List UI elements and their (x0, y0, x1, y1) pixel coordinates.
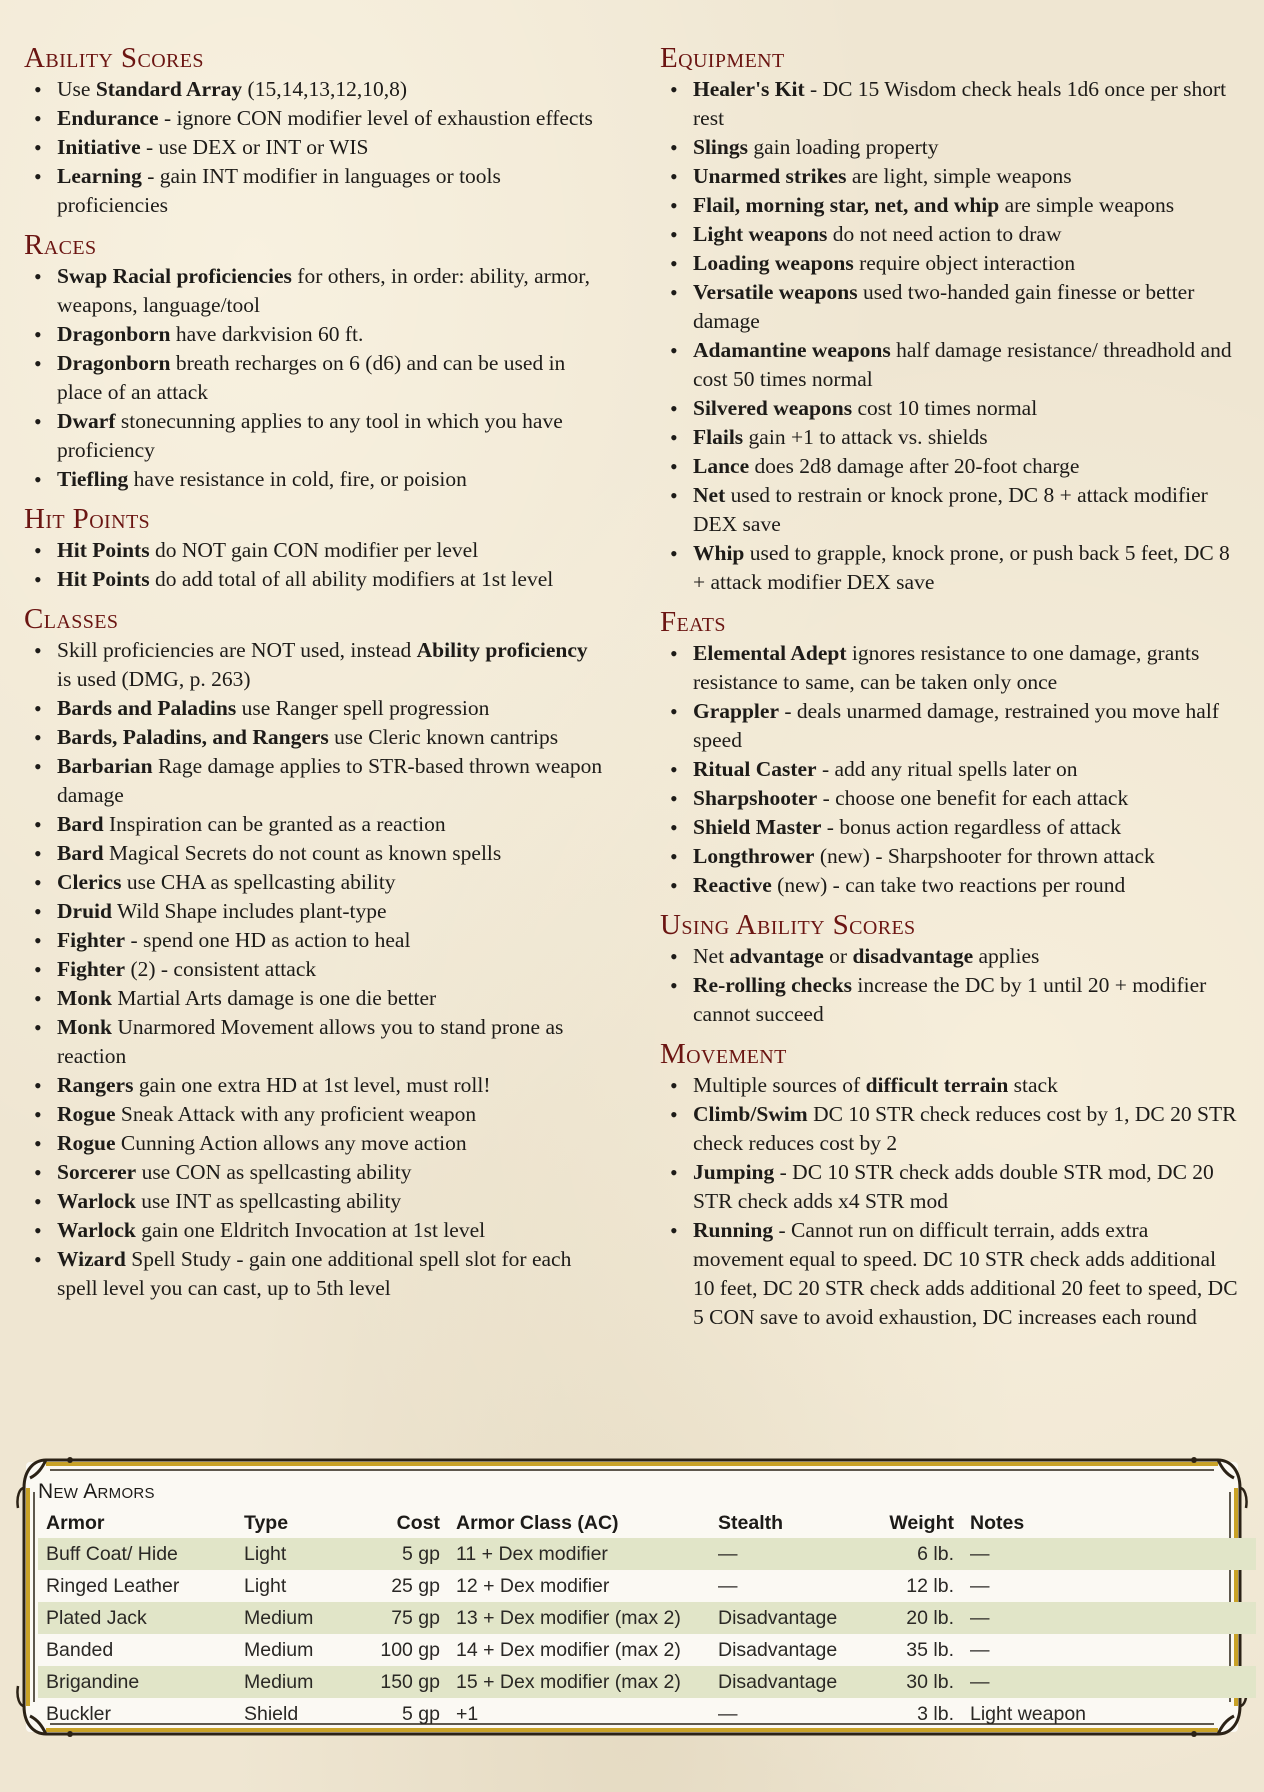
armor-table-title: New Armors (38, 1480, 155, 1503)
column-header-weight: Weight (889, 1511, 954, 1534)
table-cell-armor-class-ac: 12 + Dex modifier (456, 1574, 610, 1597)
item-text: Unarmored Movement allows you to stand prone as reaction (57, 1015, 564, 1068)
item-term: Ritual Caster (693, 757, 817, 781)
item-term: Ability proficiency (416, 638, 588, 662)
item-term: Standard Array (95, 77, 243, 101)
table-cell-weight: 35 lb. (906, 1638, 954, 1661)
item-text: - ignore CON modifier level of exhaustion effects (158, 106, 593, 130)
item-text: - Cannot run on difficult terrain, adds extra movement equal to speed. DC 10 STR check adds additional 10 feet, DC 20 STR check adds additional 20 feet to speed, DC 5 CON save to avoid exhaustion, DC increases each round (693, 1218, 1238, 1329)
item-text: are light, simple weapons (846, 164, 1072, 188)
item-term: Reactive (693, 873, 772, 897)
table-cell-type: Medium (244, 1670, 314, 1693)
table-cell-type: Light (244, 1574, 287, 1597)
column-header-armor: Armor (46, 1511, 105, 1534)
table-cell-weight: 6 lb. (917, 1542, 954, 1565)
item-term: Sharpshooter (693, 786, 818, 810)
item-text: - gain INT modifier in languages or tools proficiencies (57, 164, 501, 217)
item-text: gain one extra HD at 1st level, must roll! (133, 1073, 491, 1097)
item-text: are simple weapons (999, 193, 1175, 217)
item-text: gain one Eldritch Invocation at 1st level (135, 1218, 486, 1242)
item-term: Tiefling (57, 467, 129, 491)
item-term: Learning (57, 164, 142, 188)
item-term: Fighter (57, 928, 126, 952)
list-item (24, 536, 604, 565)
item-term: Endurance (57, 106, 159, 130)
item-text: Spell Study - gain one additional spell slot for each spell level you can cast, up to 5th level (57, 1247, 572, 1300)
list-item (660, 755, 1240, 784)
item-text: - bonus action regardless of attack (821, 815, 1122, 839)
item-term: disadvantage (852, 944, 974, 968)
table-cell-cost: 5 gp (402, 1702, 440, 1725)
list-item (24, 465, 604, 494)
item-text: used to restrain or knock prone, DC 8 + attack modifier DEX save (693, 483, 1208, 536)
list-item (24, 1013, 604, 1071)
table-row (38, 1634, 1256, 1666)
list-item (660, 1100, 1240, 1158)
item-text: - spend one HD as action to heal (125, 928, 411, 952)
list-item (660, 394, 1240, 423)
table-cell-armor: Buckler (46, 1702, 112, 1725)
item-text: stack (1008, 1073, 1058, 1097)
table-cell-notes: Light weapon (970, 1702, 1087, 1725)
item-term: Bards and Paladins (57, 696, 237, 720)
bullet-list (24, 262, 604, 494)
item-text: gain +1 to attack vs. shields (743, 425, 988, 449)
bullet-list (660, 75, 1240, 597)
list-item (660, 336, 1240, 394)
item-term: Hit Points (57, 538, 150, 562)
item-text: DC 10 STR check reduces cost by 1, DC 20 STR check reduces cost by 2 (693, 1102, 1237, 1155)
item-term: Rogue (57, 1102, 116, 1126)
section-hit-points (24, 503, 604, 594)
section-heading: Races (24, 229, 97, 261)
list-item (24, 868, 604, 897)
list-item (24, 955, 604, 984)
item-text: Use (57, 77, 96, 101)
section-feats (660, 606, 1240, 900)
item-term: Rangers (57, 1073, 134, 1097)
table-cell-stealth: — (718, 1574, 738, 1597)
armor-table-header (38, 1508, 1256, 1538)
table-cell-stealth: — (718, 1542, 738, 1565)
list-item (24, 1158, 604, 1187)
table-cell-stealth: Disadvantage (718, 1670, 838, 1693)
table-cell-type: Shield (244, 1702, 299, 1725)
list-item (660, 942, 1240, 971)
list-item (660, 423, 1240, 452)
bullet-list (660, 942, 1240, 1029)
item-term: Climb/Swim (693, 1102, 808, 1126)
item-term: Warlock (57, 1218, 136, 1242)
section-heading: Movement (660, 1038, 787, 1070)
table-cell-cost: 150 gp (380, 1670, 440, 1693)
table-cell-type: Medium (244, 1638, 314, 1661)
list-item (660, 971, 1240, 1029)
item-term: Bard (57, 812, 104, 836)
item-text: half damage resistance/ threadhold and cost 50 times normal (693, 338, 1232, 391)
item-text: Net (693, 944, 730, 968)
item-text: Rage damage applies to STR-based thrown weapon damage (57, 754, 603, 807)
item-text: is used (DMG, p. 263) (57, 667, 251, 691)
list-item (24, 320, 604, 349)
item-text: (new) - can take two reactions per round (771, 873, 1126, 897)
item-text: gain loading property (747, 135, 939, 159)
item-term: Hit Points (57, 567, 150, 591)
bullet-list (24, 536, 604, 594)
list-item (24, 349, 604, 407)
list-item (24, 407, 604, 465)
item-text: - choose one benefit for each attack (817, 786, 1129, 810)
table-cell-type: Medium (244, 1606, 314, 1629)
item-term: Loading weapons (693, 251, 854, 275)
item-term: Sorcerer (57, 1160, 137, 1184)
item-text: used to grapple, knock prone, or push back 5 feet, DC 8 + attack modifier DEX save (693, 541, 1230, 594)
item-text: Inspiration can be granted as a reaction (103, 812, 446, 836)
table-cell-weight: 3 lb. (917, 1702, 954, 1725)
item-term: Clerics (57, 870, 122, 894)
item-text: do NOT gain CON modifier per level (149, 538, 479, 562)
item-term: Unarmed strikes (693, 164, 847, 188)
item-term: Rogue (57, 1131, 116, 1155)
section-heading: Equipment (660, 42, 785, 74)
item-text: does 2d8 damage after 20-foot charge (749, 454, 1080, 478)
item-text: increase the DC by 1 until 20 + modifier cannot succeed (693, 973, 1207, 1026)
list-item (24, 810, 604, 839)
item-term: Lance (693, 454, 750, 478)
table-cell-notes: — (970, 1606, 990, 1629)
item-term: Dwarf (57, 409, 116, 433)
item-term: Grappler (693, 699, 779, 723)
item-text: stonecunning applies to any tool in which you have proficiency (57, 409, 563, 462)
item-text: applies (973, 944, 1040, 968)
list-item (24, 723, 604, 752)
item-term: Jumping (693, 1160, 775, 1184)
list-item (24, 1216, 604, 1245)
item-term: Dragonborn (57, 322, 171, 346)
table-cell-weight: 20 lb. (906, 1606, 954, 1629)
item-term: Monk (57, 1015, 112, 1039)
column-header-armor-class-ac: Armor Class (AC) (456, 1511, 619, 1534)
item-text: - DC 15 Wisdom check heals 1d6 once per short rest (693, 77, 1227, 130)
item-text: breath recharges on 6 (d6) and can be used in place of an attack (57, 351, 566, 404)
item-text: use INT as spellcasting ability (135, 1189, 402, 1213)
item-text: Skill proficiencies are NOT used, instead (57, 638, 417, 662)
item-text: Martial Arts damage is one die better (111, 986, 437, 1010)
list-item (24, 1100, 604, 1129)
section-heading: Using Ability Scores (660, 909, 916, 941)
item-term: Re-rolling checks (693, 973, 853, 997)
table-cell-weight: 12 lb. (906, 1574, 954, 1597)
item-term: Whip (693, 541, 745, 565)
item-term: Druid (57, 899, 112, 923)
list-item (660, 871, 1240, 900)
list-item (24, 262, 604, 320)
list-item (660, 539, 1240, 597)
list-item (660, 1071, 1240, 1100)
list-item (660, 1216, 1240, 1332)
table-cell-cost: 5 gp (402, 1542, 440, 1565)
item-term: Flail, morning star, net, and whip (693, 193, 1000, 217)
item-term: Longthrower (693, 844, 815, 868)
bullet-list (660, 1071, 1240, 1332)
item-text: do add total of all ability modifiers at 1st level (149, 567, 554, 591)
bullet-list (24, 75, 604, 220)
table-cell-stealth: Disadvantage (718, 1638, 838, 1661)
list-item (24, 1187, 604, 1216)
item-term: Monk (57, 986, 112, 1010)
section-races (24, 229, 604, 494)
item-term: Warlock (57, 1189, 136, 1213)
item-term: Swap Racial proficiencies (57, 264, 292, 288)
item-text: Cunning Action allows any move action (115, 1131, 467, 1155)
table-cell-armor-class-ac: 14 + Dex modifier (max 2) (456, 1638, 681, 1661)
item-text: (15,14,13,12,10,8) (242, 77, 407, 101)
list-item (24, 1129, 604, 1158)
left-column (24, 42, 604, 1312)
table-row (38, 1698, 1256, 1730)
table-cell-armor-class-ac: +1 (456, 1702, 479, 1725)
item-term: Versatile weapons (693, 280, 858, 304)
item-term: Healer's Kit (693, 77, 805, 101)
item-text: used two-handed gain finesse or better damage (693, 280, 1195, 333)
item-term: Shield Master (693, 815, 822, 839)
item-term: Bards, Paladins, and Rangers (57, 725, 329, 749)
section-heading: Classes (24, 603, 119, 635)
section-movement (660, 1038, 1240, 1332)
column-header-cost: Cost (396, 1511, 440, 1534)
item-term: Wizard (57, 1247, 126, 1271)
list-item (660, 639, 1240, 697)
section-heading: Feats (660, 606, 726, 638)
table-cell-notes: — (970, 1574, 990, 1597)
list-item (24, 162, 604, 220)
list-item (24, 1071, 604, 1100)
section-heading: Ability Scores (24, 42, 204, 74)
list-item (660, 191, 1240, 220)
item-text: Multiple sources of (693, 1073, 866, 1097)
section-ability-scores (24, 42, 604, 220)
item-text: use Cleric known cantrips (328, 725, 559, 749)
list-item (660, 249, 1240, 278)
list-item (660, 697, 1240, 755)
table-cell-armor: Brigandine (46, 1670, 140, 1693)
item-text: Sneak Attack with any proficient weapon (115, 1102, 477, 1126)
list-item (24, 897, 604, 926)
item-text: - use DEX or INT or WIS (140, 135, 369, 159)
list-item (660, 784, 1240, 813)
item-text: require object interaction (853, 251, 1076, 275)
list-item (660, 1158, 1240, 1216)
list-item (660, 842, 1240, 871)
table-cell-armor-class-ac: 11 + Dex modifier (456, 1542, 608, 1565)
table-cell-armor-class-ac: 13 + Dex modifier (max 2) (456, 1606, 681, 1629)
table-cell-notes: — (970, 1670, 990, 1693)
table-cell-type: Light (244, 1542, 287, 1565)
item-text: (new) - Sharpshooter for thrown attack (814, 844, 1155, 868)
table-cell-stealth: Disadvantage (718, 1606, 838, 1629)
list-item (660, 278, 1240, 336)
item-text: - add any ritual spells later on (816, 757, 1078, 781)
item-text: use CON as spellcasting ability (136, 1160, 412, 1184)
list-item (660, 75, 1240, 133)
list-item (660, 162, 1240, 191)
table-cell-weight: 30 lb. (906, 1670, 954, 1693)
item-text: for others, in order: ability, armor, weapons, language/tool (57, 264, 590, 317)
item-term: Barbarian (57, 754, 153, 778)
list-item (660, 133, 1240, 162)
item-text: have resistance in cold, fire, or poision (128, 467, 467, 491)
section-heading: Hit Points (24, 503, 151, 535)
section-using-ability-scores (660, 909, 1240, 1029)
list-item (24, 694, 604, 723)
item-text: (2) - consistent attack (125, 957, 317, 981)
section-classes (24, 603, 604, 1303)
item-term: Fighter (57, 957, 126, 981)
armor-table (38, 1508, 1256, 1730)
table-cell-armor: Banded (46, 1638, 114, 1661)
list-item (24, 565, 604, 594)
item-text: have darkvision 60 ft. (170, 322, 364, 346)
table-row (38, 1538, 1256, 1570)
list-item (24, 75, 604, 104)
bullet-list (660, 639, 1240, 900)
item-text: Wild Shape includes plant-type (111, 899, 387, 923)
item-term: Adamantine weapons (693, 338, 891, 362)
item-text: cost 10 times normal (852, 396, 1038, 420)
list-item (660, 481, 1240, 539)
item-text: use Ranger spell progression (236, 696, 490, 720)
list-item (24, 636, 604, 694)
item-text: - DC 10 STR check adds double STR mod, DC 20 STR check adds x4 STR mod (693, 1160, 1214, 1213)
table-cell-armor: Ringed Leather (46, 1574, 180, 1597)
item-term: Dragonborn (57, 351, 171, 375)
list-item (24, 104, 604, 133)
table-row (38, 1666, 1256, 1698)
table-cell-armor: Plated Jack (46, 1606, 147, 1629)
item-term: Slings (693, 135, 748, 159)
item-term: Flails (693, 425, 744, 449)
item-term: advantage (729, 944, 824, 968)
item-term: Initiative (57, 135, 141, 159)
table-cell-armor-class-ac: 15 + Dex modifier (max 2) (456, 1670, 681, 1693)
item-text: or (823, 944, 853, 968)
item-text: - deals unarmed damage, restrained you move half speed (693, 699, 1219, 752)
list-item (24, 1245, 604, 1303)
item-text: use CHA as spellcasting ability (121, 870, 396, 894)
column-header-notes: Notes (970, 1511, 1025, 1534)
table-cell-stealth: — (718, 1702, 738, 1725)
item-text: ignores resistance to one damage, grants resistance to same, can be taken only once (693, 641, 1200, 694)
item-term: difficult terrain (865, 1073, 1009, 1097)
item-term: Bard (57, 841, 104, 865)
item-term: Silvered weapons (693, 396, 853, 420)
table-cell-cost: 75 gp (391, 1606, 440, 1629)
item-term: Elemental Adept (693, 641, 847, 665)
table-row (38, 1602, 1256, 1634)
item-term: Net (693, 483, 726, 507)
table-cell-armor: Buff Coat/ Hide (46, 1542, 178, 1565)
item-term: Light weapons (693, 222, 828, 246)
column-header-type: Type (244, 1511, 289, 1534)
list-item (660, 813, 1240, 842)
right-column (660, 42, 1240, 1341)
bullet-list (24, 636, 604, 1303)
table-cell-cost: 25 gp (391, 1574, 440, 1597)
list-item (24, 839, 604, 868)
item-text: do not need action to draw (827, 222, 1062, 246)
list-item (24, 133, 604, 162)
table-cell-notes: — (970, 1638, 990, 1661)
table-row (38, 1570, 1256, 1602)
table-cell-notes: — (970, 1542, 990, 1565)
list-item (24, 926, 604, 955)
list-item (660, 452, 1240, 481)
table-cell-cost: 100 gp (380, 1638, 440, 1661)
list-item (660, 220, 1240, 249)
list-item (24, 752, 604, 810)
item-term: Running (693, 1218, 774, 1242)
column-header-stealth: Stealth (718, 1511, 784, 1534)
item-text: Magical Secrets do not count as known spells (103, 841, 502, 865)
section-equipment (660, 42, 1240, 597)
armor-table-box (16, 1448, 1248, 1746)
list-item (24, 984, 604, 1013)
